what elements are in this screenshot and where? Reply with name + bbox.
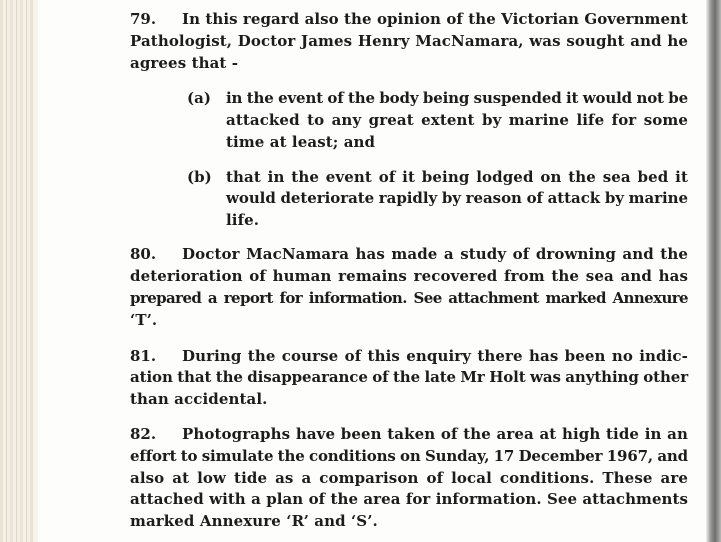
page-edge [706, 0, 721, 542]
text-line: Pathologist, Doctor James Henry MacNamara, was sought and he [130, 32, 688, 50]
paragraph-number: 79. [130, 10, 157, 28]
text-line: ‘T’. [130, 311, 158, 329]
text-line: Photographs have been taken of the area at high tide in an [182, 425, 688, 443]
paragraph-number: 80. [130, 245, 157, 263]
text-line: effort to simulate the conditions on Sunday, 17 December 1967, and [130, 447, 688, 465]
paragraph-number: 82. [130, 425, 157, 443]
text-line: agrees that - [130, 54, 239, 72]
text-line: attached with a plan of the area for information. See attachments [130, 490, 688, 508]
text-line: would deteriorate rapidly by reason of attack by marine [226, 189, 688, 207]
text-line: time at least; and [226, 133, 376, 151]
item-label: (b) [187, 168, 212, 186]
text-line: also at low tide as a comparison of local conditions. These are [130, 469, 688, 487]
text-line: life. [226, 211, 260, 229]
text-line: that in the event of it being lodged on the sea bed it [226, 168, 688, 186]
paragraph-number: 81. [130, 347, 157, 365]
text-line: attacked to any great extent by marine life for some [226, 111, 688, 129]
text-line: prepared a report for information. See attachment marked Annexure [130, 289, 688, 307]
text-line: in the event of the body being suspended it would not be [226, 89, 688, 107]
book-spine [0, 0, 34, 542]
text-line: deterioration of human remains recovered from the sea and has [130, 267, 688, 285]
text-line: ation that the disappearance of the late Mr Holt was anything other [130, 368, 688, 386]
text-line: marked Annexure ‘R’ and ‘S’. [130, 512, 378, 530]
text-line: Doctor MacNamara has made a study of drowning and the [182, 245, 688, 263]
item-label: (a) [187, 89, 211, 107]
text-line: than accidental. [130, 390, 268, 408]
text-line: During the course of this enquiry there has been no indic- [182, 347, 688, 365]
text-line: In this regard also the opinion of the Victorian Government [182, 10, 688, 28]
